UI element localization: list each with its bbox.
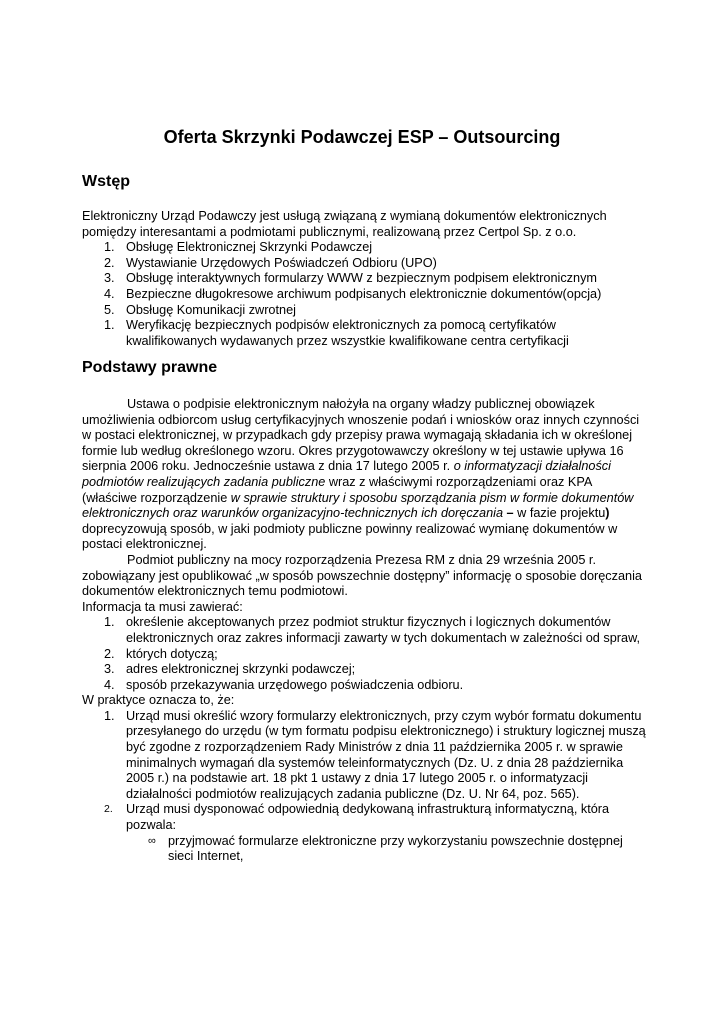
list-number: 1.: [104, 240, 115, 255]
list-item: [82, 240, 648, 256]
list-item: [82, 662, 648, 678]
bullet-list: [82, 834, 648, 865]
document-title: Oferta Skrzynki Podawczej ESP – Outsourcing: [163, 127, 561, 147]
list-item: [82, 287, 648, 303]
list-item: [82, 709, 648, 803]
list-number: 2.: [104, 646, 115, 661]
list-number: 4.: [104, 286, 115, 301]
list-text: Obsługę interaktywnych formularzy WWW z bezpiecznym podpisem elektronicznym: [126, 271, 597, 286]
regulation-title: w sprawie struktury i sposobu sporządzania pism w formie dokumentów elektronicznych oraz warunków organizacyjno-technicznych ich doręczania: [82, 490, 634, 521]
heading-intro: Wstęp: [82, 173, 130, 190]
text-run: doprecyzowują sposób, w jaki podmioty publiczne powinny realizować wymianę dokumentów w postaci elektronicznej.: [82, 521, 618, 552]
text-run: ): [605, 506, 610, 521]
intro-list: [82, 240, 648, 349]
practice-list: [82, 709, 648, 834]
list-item: [82, 271, 648, 287]
list-text: adres elektronicznej skrzynki podawczej;: [126, 662, 356, 677]
list-item: [82, 802, 648, 833]
list-number: 2.: [104, 803, 113, 816]
list-text: określenie akceptowanych przez podmiot struktur fizycznych i logicznych dokumentów elektronicznych oraz zakres informacji zawarty w tych dokumentach w zależności od spraw,: [126, 615, 641, 645]
list-number: 4.: [104, 677, 115, 692]
list-item: [82, 303, 648, 319]
list-text: Wystawianie Urzędowych Poświadczeń Odbioru (UPO): [126, 255, 437, 270]
act-title: o informatyzacji działalności podmiotów realizujących zadania publiczne: [82, 459, 611, 489]
intro-paragraph: Elektroniczny Urząd Podawczy jest usługą związaną z wymianą dokumentów elektronicznych pomiędzy interesantami a podmiotami publicznymi, realizowaną przez Certpol Sp. z o.o.: [82, 209, 607, 239]
list-text: sposób przekazywania urzędowego poświadczenia odbioru.: [126, 677, 464, 692]
list-text: Weryfikację bezpiecznych podpisów elektronicznych za pomocą certyfikatów kwalifikowanych wydawanych przez wszystkie kwalifikowane centra certyfikacji: [126, 318, 569, 348]
text-run: Ustawa o podpisie elektronicznym nałożyła na organy władzy publicznej obowiązek umożliwienia odbiorcom usług certyfikacyjnych wnoszenie podań i wniosków oraz innych czynności w postaci elektronicznej, w przypadkach gdy przepisy prawa wymagają składania ich w określonej formie lub według określonego wzoru. Okres przygotowawczy określony w tej ustawie upływa 16 sierpnia 2006 roku. Jednocześnie ustawa z dnia 17 lutego 2005 r.: [82, 397, 640, 474]
bullet-text: przyjmować formularze elektroniczne przy wykorzystaniu powszechnie dostępnej sieci Internet,: [168, 833, 623, 864]
list-item: [82, 678, 648, 694]
list-item: [82, 256, 648, 272]
list-number: 3.: [104, 662, 115, 677]
list-number: 5.: [104, 302, 115, 317]
contains-list: [82, 615, 648, 693]
list-text: Obsługę Komunikacji zwrotnej: [126, 302, 296, 317]
list-text: których dotyczą;: [126, 646, 218, 661]
legal-paragraph-3: Informacja ta musi zawierać:: [82, 599, 243, 614]
legal-paragraph-1: [82, 397, 648, 553]
list-text: Obsługę Elektronicznej Skrzynki Podawczej: [126, 240, 373, 255]
legal-paragraph-2: Podmiot publiczny na mocy rozporządzenia Prezesa RM z dnia 29 września 2005 r. zobowiązany jest opublikować „w sposób powszechnie dostępny” informację o sposobie doręczania dokumentów elektronicznych temu podmiotowi.: [82, 552, 642, 599]
list-text: Urząd musi dysponować odpowiednią dedykowaną infrastrukturą informatyczną, która pozwala:: [126, 802, 610, 833]
list-text: Bezpieczne długokresowe archiwum podpisanych elektronicznie dokumentów(opcja): [126, 286, 602, 301]
list-number: 1.: [104, 318, 115, 333]
text-run: –: [506, 506, 514, 521]
legal-section: [82, 397, 648, 865]
list-number: 1.: [104, 615, 115, 630]
list-item: [82, 615, 648, 646]
legal-paragraph-4: W praktyce oznacza to, że:: [82, 693, 235, 708]
list-number: 3.: [104, 271, 115, 286]
text-run: w fazie projektu: [517, 506, 606, 521]
list-item: [82, 647, 648, 663]
list-number: 2.: [104, 255, 115, 270]
bullet-icon: ∞: [148, 834, 156, 847]
list-number: 1.: [104, 708, 115, 723]
text-run: wraz z właściwymi rozporządzeniami oraz KPA (właściwe rozporządzenie: [82, 474, 592, 505]
list-item: [82, 318, 648, 349]
list-text: Urząd musi określić wzory formularzy elektronicznych, przy czym wybór formatu dokumentu przesyłanego do urzędu (w tym formatu podpisu elektronicznego) i struktury logicznej muszą być zgodne z rozporządzeniem Rady Ministrów z dnia 11 października 2005 r. w sprawie minimalnych wymagań dla systemów teleinformatycznych (Dz. U. z dnia 28 października 2005 r.) na podstawie art. 18 pkt 1 ustawy z dnia 17 lutego 2005 r. o informatyzacji działalności podmiotów realizujących zadania publiczne (Dz. U. Nr 64, poz. 565).: [126, 708, 646, 801]
heading-legal: Podstawy prawne: [82, 359, 218, 376]
bullet-item: [82, 834, 648, 865]
intro-section: [82, 209, 648, 349]
